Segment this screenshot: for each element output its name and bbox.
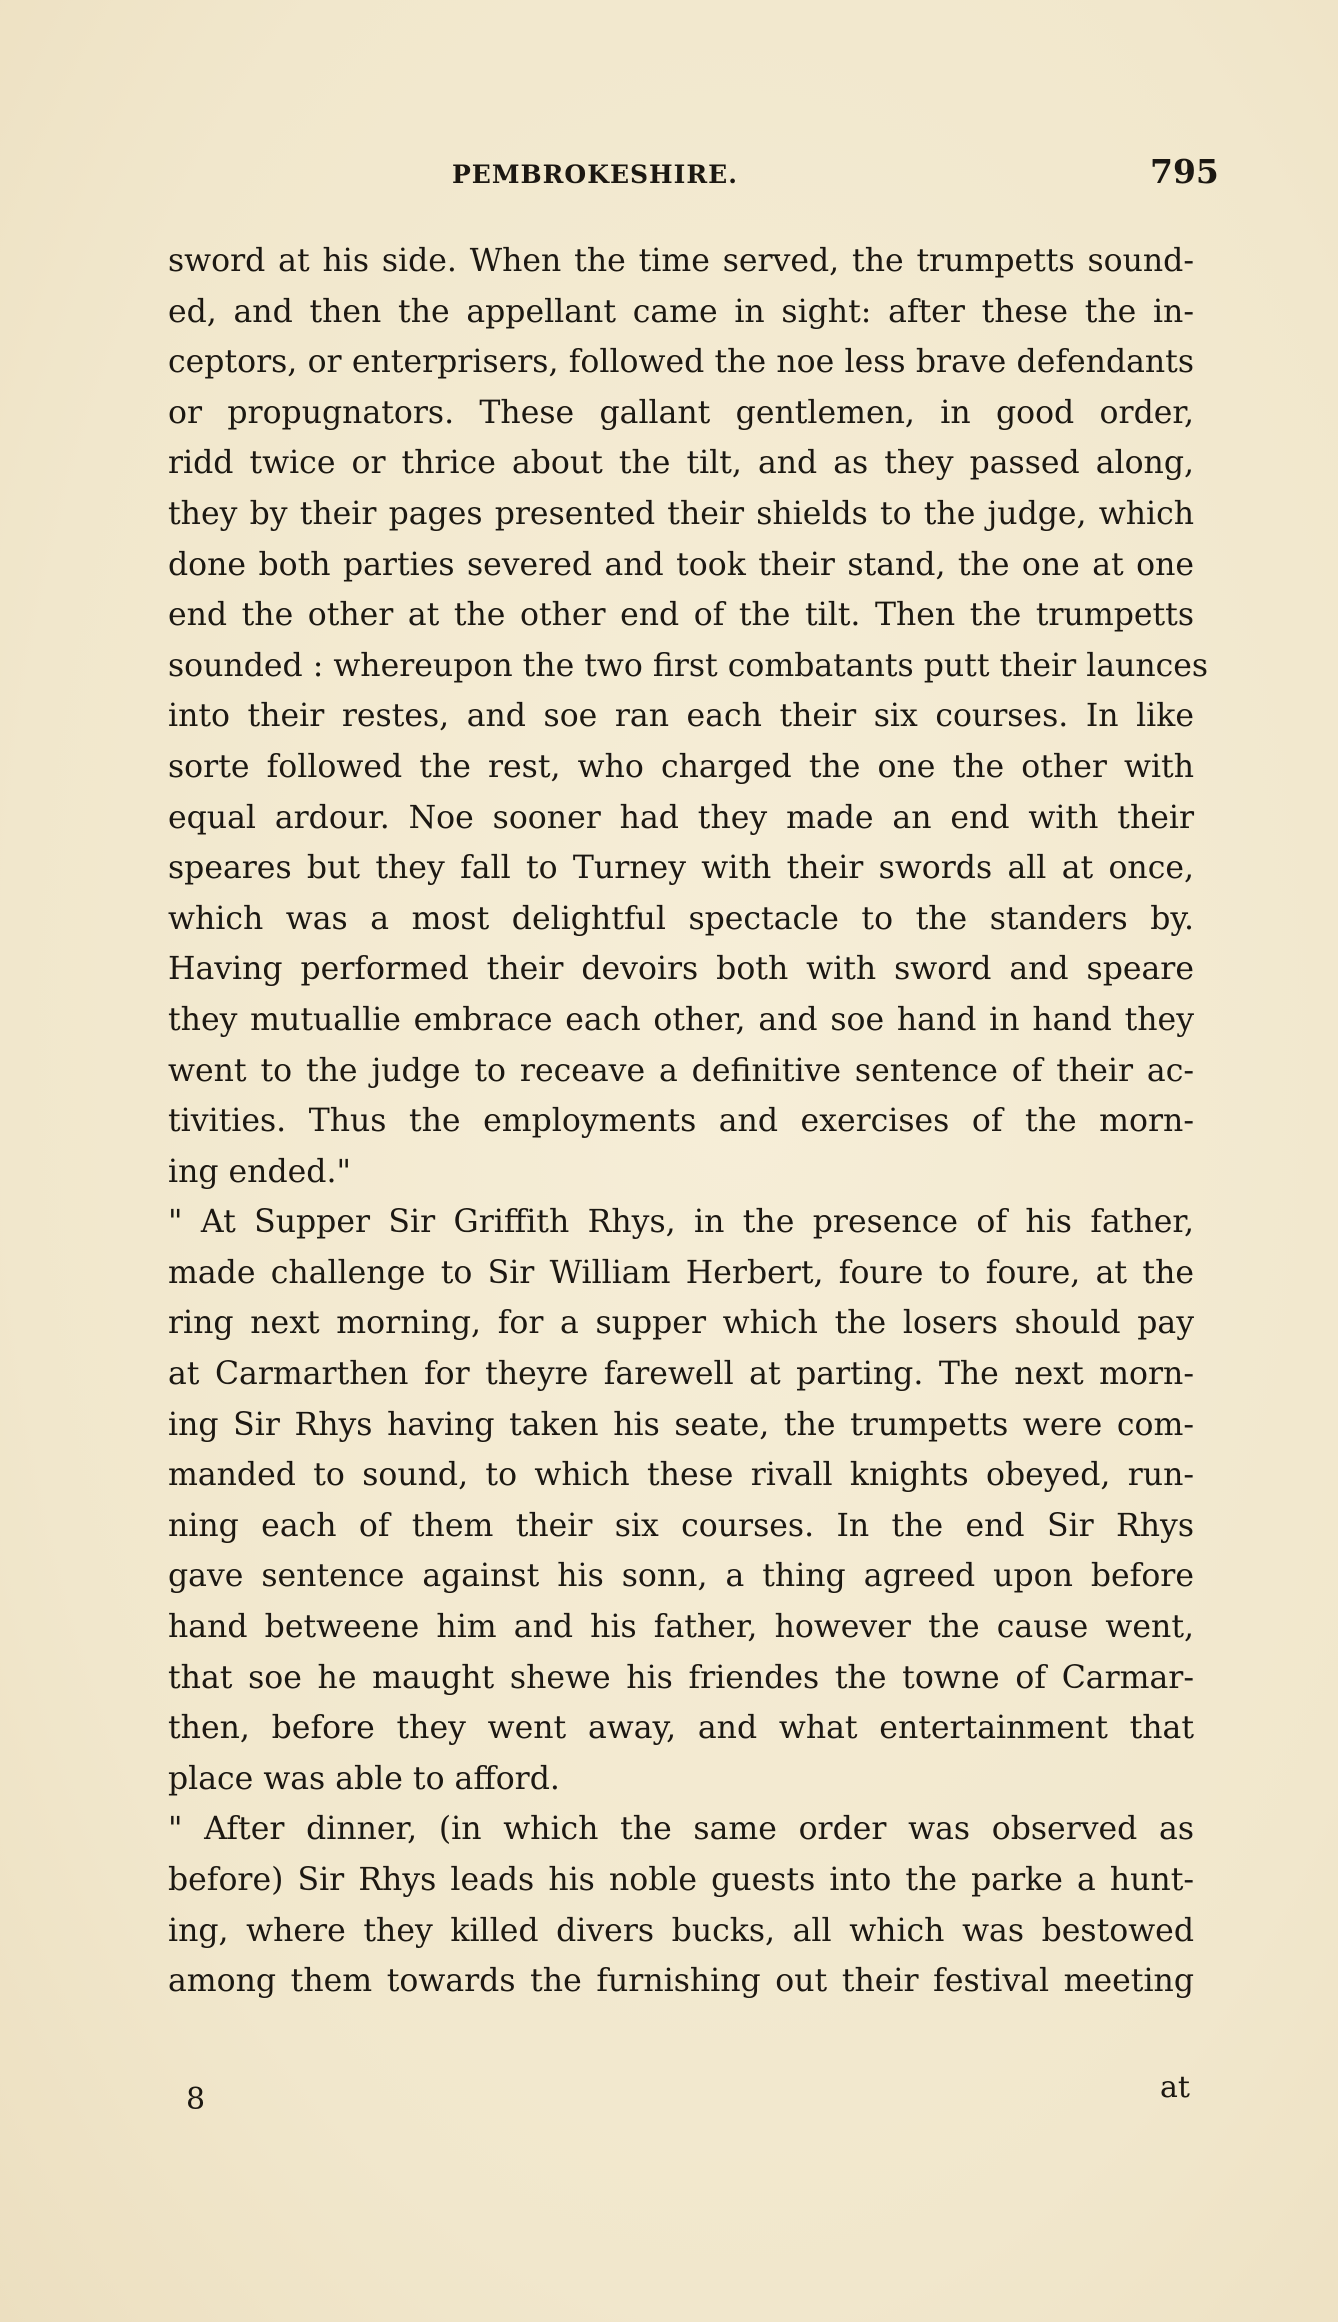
text-line: into their restes, and soe ran each their six courses. In like (168, 698, 1194, 735)
text-line: ed, and then the appellant came in sight: after these the in- (168, 293, 1194, 330)
text-line: sorte followed the rest, who charged the one the other with (168, 748, 1194, 785)
text-line: they by their pages presented their shields to the judge, which (168, 495, 1194, 532)
text-line: ing ended." (168, 1153, 351, 1190)
text-line: sounded : whereupon the two first combatants putt their launces (168, 647, 1209, 684)
text-line: which was a most delightful spectacle to the standers by. (168, 900, 1194, 937)
text-line: place was able to afford. (168, 1760, 560, 1797)
text-line: among them towards the furnishing out their festival meeting (168, 1963, 1194, 2000)
text-line: ridd twice or thrice about the tilt, and as they passed along, (168, 445, 1194, 482)
text-line: hand betweene him and his father, however the cause went, (168, 1609, 1194, 1646)
text-line: gave sentence against his sonn, a thing agreed upon before (168, 1558, 1194, 1595)
text-line: " At Supper Sir Griffith Rhys, in the presence of his father, (168, 1204, 1194, 1241)
text-line: that soe he maught shewe his friendes the towne of Carmar- (168, 1659, 1194, 1696)
text-line: equal ardour. Noe sooner had they made an end with their (168, 799, 1194, 836)
text-line: ceptors, or enterprisers, followed the noe less brave defendants (168, 344, 1194, 381)
text-line: made challenge to Sir William Herbert, foure to foure, at the (168, 1254, 1194, 1291)
text-line: ning each of them their six courses. In the end Sir Rhys (168, 1507, 1194, 1544)
text-line: before) Sir Rhys leads his noble guests into the parke a hunt- (168, 1862, 1194, 1898)
text-line: Having performed their devoirs both with sword and speare (168, 951, 1194, 988)
text-line: they mutuallie embrace each other, and soe hand in hand they (168, 1001, 1194, 1038)
text-line: went to the judge to receave a definitive sentence of their ac- (168, 1052, 1194, 1089)
text-line: speares but they fall to Turney with their swords all at once, (168, 850, 1194, 887)
page-number: 795 (1150, 152, 1219, 191)
body-text (168, 236, 1209, 2007)
text-line: end the other at the other end of the tilt. Then the trumpetts (168, 597, 1194, 634)
text-line: ing Sir Rhys having taken his seate, the trumpetts were com- (168, 1406, 1194, 1443)
text-line: ing, where they killed divers bucks, all which was bestowed (168, 1912, 1194, 1949)
text-line: sword at his side. When the time served, the trumpetts sound- (168, 243, 1194, 279)
text-line: manded to sound, to which these rivall knights obeyed, run- (168, 1457, 1194, 1494)
running-head: PEMBROKESHIRE. (452, 160, 738, 189)
page-footer (0, 2070, 1338, 2132)
text-line: ring next morning, for a supper which the losers should pay (168, 1305, 1194, 1342)
text-line: at Carmarthen for theyre farewell at parting. The next morn- (168, 1356, 1194, 1393)
signature-mark: 8 (186, 2082, 206, 2117)
page-header (0, 152, 1338, 198)
text-line: tivities. Thus the employments and exercises of the morn- (168, 1103, 1194, 1140)
text-line: then, before they went away, and what entertainment that (168, 1710, 1194, 1747)
catchword: at (1160, 2070, 1190, 2105)
text-line: done both parties severed and took their stand, the one at one (168, 546, 1194, 583)
text-line: " After dinner, (in which the same order was observed as (168, 1811, 1194, 1848)
text-line: or propugnators. These gallant gentlemen, in good order, (168, 394, 1194, 431)
